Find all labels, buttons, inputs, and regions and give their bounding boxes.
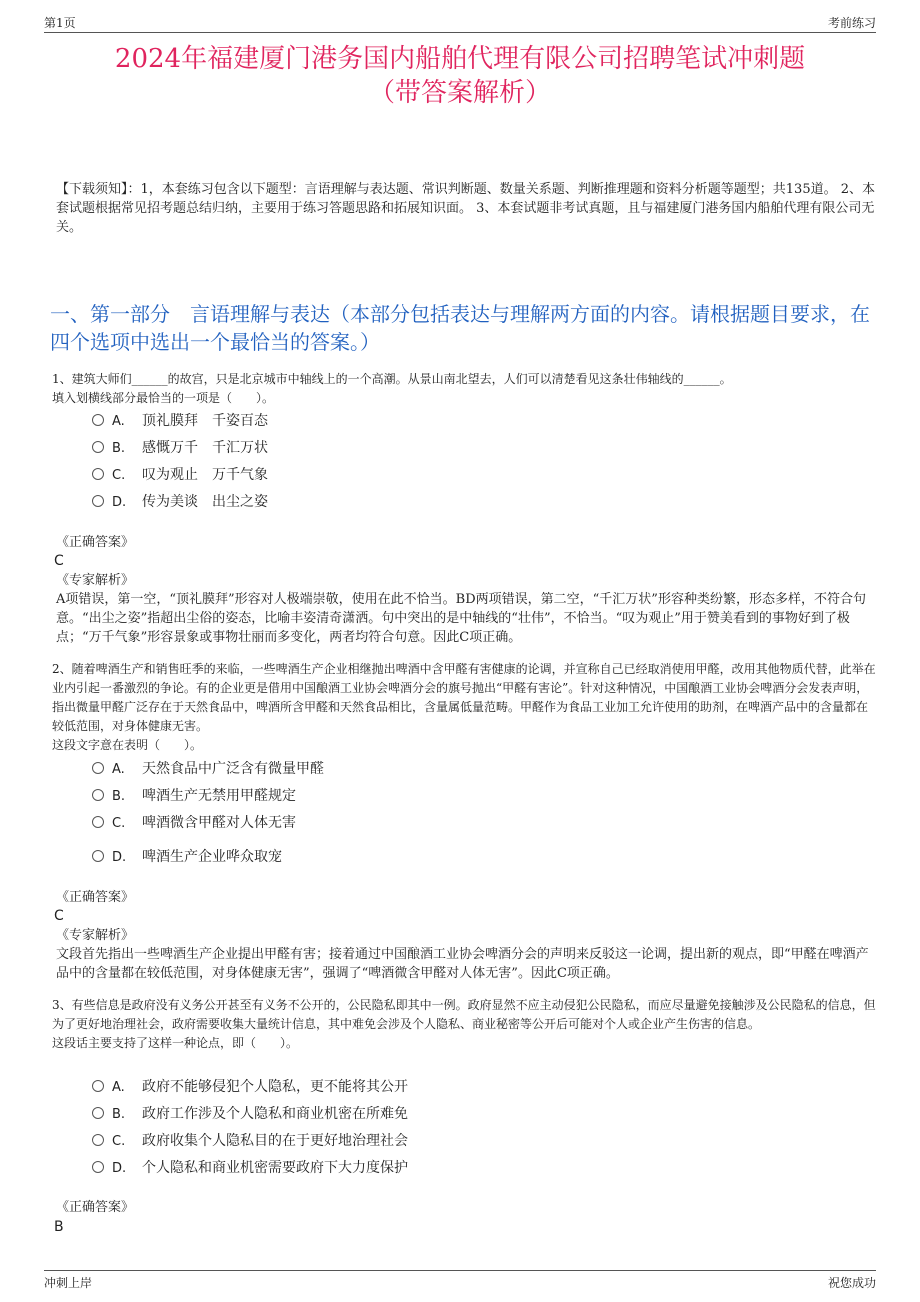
radio-icon[interactable]: [92, 495, 104, 507]
answer-heading: 《正确答案》: [56, 890, 135, 905]
radio-icon[interactable]: [92, 1080, 104, 1092]
radio-icon[interactable]: [92, 1107, 104, 1119]
title-line-1: 2024年福建厦门港务国内船舶代理有限公司招聘笔试冲刺题: [114, 44, 806, 74]
section-title: 一、第一部分 言语理解与表达（本部分包括表达与理解两方面的内容。请根据题目要求，在四个选项中选出一个最恰当的答案。）: [50, 302, 870, 354]
q1-option-c[interactable]: C. 叹为观止 万千气象: [92, 465, 268, 486]
q3-option-d[interactable]: D. 个人隐私和商业机密需要政府下大力度保护: [92, 1158, 408, 1179]
radio-icon[interactable]: [92, 414, 104, 426]
page-header: [44, 12, 876, 33]
q2-option-d[interactable]: D. 啤酒生产企业哗众取宠: [92, 847, 282, 868]
radio-icon[interactable]: [92, 1161, 104, 1173]
document-title: [44, 42, 876, 110]
q2-option-c[interactable]: C. 啤酒微含甲醛对人体无害: [92, 813, 296, 834]
radio-icon[interactable]: [92, 441, 104, 453]
question-prompt: 填入划横线部分最恰当的一项是（ ）。: [52, 391, 275, 405]
q3-option-b[interactable]: B. 政府工作涉及个人隐私和商业机密在所难免: [92, 1104, 408, 1125]
page-number: 第1页: [44, 16, 76, 30]
radio-icon[interactable]: [92, 816, 104, 828]
q2-option-b[interactable]: B. 啤酒生产无禁用甲醛规定: [92, 786, 296, 807]
analysis-text: 文段首先指出一些啤酒生产企业提出甲醛有害；接着通过中国酿酒工业协会啤酒分会的声明来反驳这一论调，提出新的观点，即“甲醛在啤酒产品中的含量都在较低范围，对身体健康无害”，强调了“啤酒微含甲醛对人体无害”。因此C项正确。: [56, 947, 869, 981]
footer-right: 祝您成功: [827, 1276, 876, 1290]
radio-icon[interactable]: [92, 1134, 104, 1146]
q3-option-c[interactable]: C. 政府收集个人隐私目的在于更好地治理社会: [92, 1131, 408, 1152]
q3-option-a[interactable]: A. 政府不能够侵犯个人隐私，更不能将其公开: [92, 1077, 408, 1098]
q1-option-a[interactable]: A. 顶礼膜拜 千姿百态: [92, 411, 268, 432]
header-tag: 考前练习: [827, 16, 876, 30]
question-1: [52, 370, 876, 408]
q1-option-b[interactable]: B. 感慨万千 千汇万状: [92, 438, 268, 459]
analysis-heading: 《专家解析》: [56, 573, 135, 588]
analysis-text: A项错误，第一空，“顶礼膜拜”形容对人极端崇敬，使用在此不恰当。BD两项错误，第二空，“千汇万状”形容种类纷繁，形态多样，不符合句意。“出尘之姿”指超出尘俗的姿态，比喻丰姿清奇潇洒。句中突出的是中轴线的“壮伟”，不恰当。“叹为观止”用于赞美看到的事物好到了极点；“万千气象”形容景象或事物壮丽而多变化，两者均符合句意。因此C项正确。: [56, 592, 866, 645]
analysis-heading: 《专家解析》: [56, 928, 135, 943]
answer-value: C: [54, 908, 64, 924]
q2-option-a[interactable]: A. 天然食品中广泛含有微量甲醛: [92, 759, 324, 780]
question-stem: 3、有些信息是政府没有义务公开甚至有义务不公开的，公民隐私即其中一例。政府显然不应主动侵犯公民隐私，而应尽量避免接触涉及公民隐私的信息，但为了更好地治理社会，政府需要收集大量统计信息，其中难免会涉及个人隐私、商业秘密等公开后可能对个人或企业产生伤害的信息。: [52, 998, 876, 1031]
question-prompt: 这段话主要支持了这样一种论点，即（ ）。: [52, 1036, 299, 1050]
answer-heading: 《正确答案》: [56, 1200, 135, 1215]
radio-icon[interactable]: [92, 789, 104, 801]
question-stem: 2、随着啤酒生产和销售旺季的来临，一些啤酒生产企业相继抛出啤酒中含甲醛有害健康的论调，并宣称自己已经取消使用甲醛，改用其他物质代替，此举在业内引起一番激烈的争论。有的企业更是借用中国酿酒工业协会啤酒分会的旗号抛出“甲醛有害论”。针对这种情况，中国酿酒工业协会啤酒分会发表声明，指出微量甲醛广泛存在于天然食品中，啤酒所含甲醛和天然食品相比，含量属低量范畴。甲醛作为食品工业加工允许使用的助剂，在啤酒产品中的含量都在较低范围，对身体健康无害。: [52, 662, 876, 733]
question-stem: 1、建筑大师们______的故宫，只是北京城市中轴线上的一个高潮。从景山南北望去，人们可以清楚看见这条壮伟轴线的______。: [52, 372, 732, 386]
radio-icon[interactable]: [92, 762, 104, 774]
download-notice: 【下载须知】：1，本套练习包含以下题型：言语理解与表达题、常识判断题、数量关系题、判断推理题和资料分析题等题型；共135道。 2、本套试题根据常见招考题总结归纳，主要用于练习答题思路和拓展知识面。 3、本套试题非考试真题，且与福建厦门港务国内船舶代理有限公司无关。: [56, 182, 875, 235]
answer-heading: 《正确答案》: [56, 535, 135, 550]
page-footer: [44, 1270, 876, 1291]
question-3: [52, 996, 876, 1053]
question-2: [52, 660, 876, 755]
title-line-2: （带答案解析）: [368, 78, 551, 108]
answer-value: B: [54, 1219, 64, 1235]
q1-option-d[interactable]: D. 传为美谈 出尘之姿: [92, 492, 268, 513]
footer-left: 冲刺上岸: [44, 1276, 93, 1290]
radio-icon[interactable]: [92, 468, 104, 480]
radio-icon[interactable]: [92, 850, 104, 862]
question-prompt: 这段文字意在表明（ ）。: [52, 738, 203, 752]
answer-value: C: [54, 553, 64, 569]
